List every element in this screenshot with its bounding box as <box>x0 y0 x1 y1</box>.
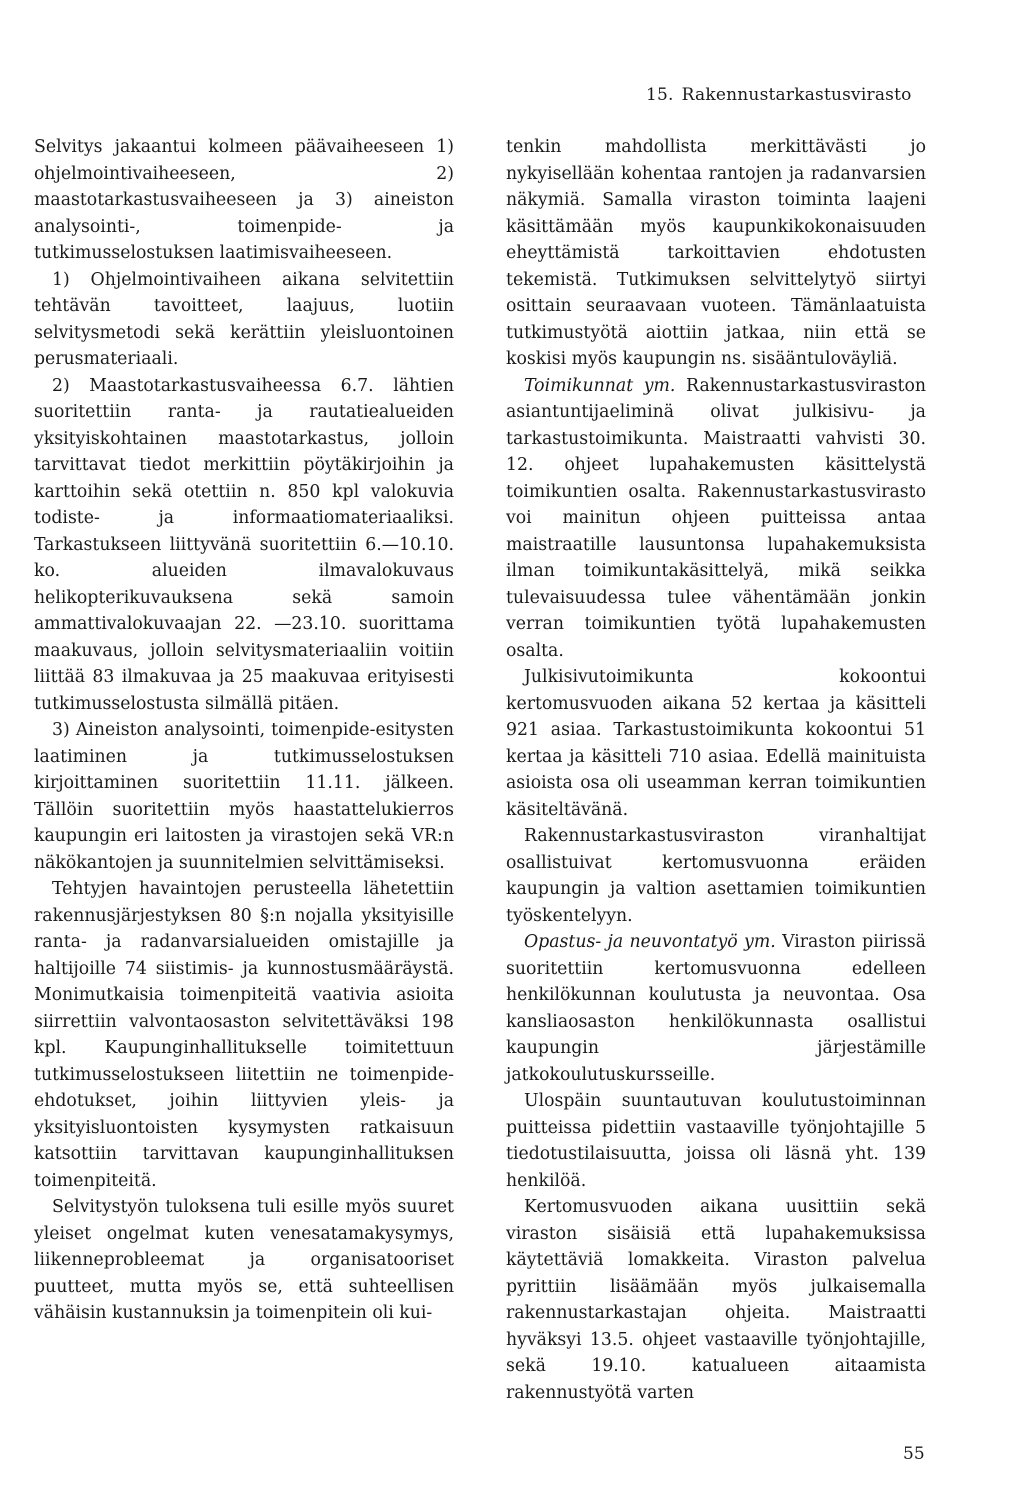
section-heading: Opastus- ja neuvontatyö ym. <box>524 932 776 952</box>
paragraph: 2) Maastotarkastusvaiheessa 6.7. lähtien suoritettiin ranta- ja rautatiealueiden yksityiskohtainen maastotarkastus, jolloin tarvittavat tiedot merkittiin pöytäkirjoihin ja karttoihin sekä otettiin n. 850 kpl valokuvia todiste- ja informaatiomateriaaliksi. Tarkastukseen liittyvänä suoritettiin 6.—10.10. ko. alueiden ilmavalokuvaus helikopterikuvauksena sekä samoin ammattivalokuvaajan 22. —23.10. suorittama maakuvaus, jolloin selvitysmateriaaliin voitiin liittää 83 ilmakuvaa ja 25 maakuvaa erityisesti tutkimusselostusta silmällä pitäen. <box>34 375 454 714</box>
page-number: 55 <box>903 1444 925 1464</box>
paragraph: Julkisivutoimikunta kokoontui kertomusvuoden aikana 52 kertaa ja käsitteli 921 asiaa. Tarkastustoimikunta kokoontui 51 kertaa ja käsitteli 710 asiaa. Edellä mainituista asioista osa oli useamman kerran toimikuntien käsiteltävänä. <box>506 667 926 820</box>
chapter-number: 15. <box>646 85 674 105</box>
chapter-title: Rakennustarkastusvirasto <box>681 85 912 105</box>
left-column <box>34 134 454 1327</box>
right-column <box>506 134 926 1406</box>
running-header <box>646 85 926 105</box>
paragraph-with-heading <box>506 373 926 665</box>
paragraph: Rakennustarkastusviraston viranhaltijat osallistuivat kertomusvuonna eräiden kaupungin ja valtion asettamien toimikuntien työskentelyyn. <box>506 826 926 926</box>
paragraph-with-heading <box>506 929 926 1088</box>
paragraph: Kertomusvuoden aikana uusittiin sekä viraston sisäisiä että lupahakemuksissa käytettäviä lomakkeita. Viraston palvelua pyrittiin lisäämään myös julkaisemalla rakennustarkastajan ohjeita. Maistraatti hyväksyi 13.5. ohjeet vastaaville työnjohtajille, sekä 19.10. katualueen aitaamista rakennustyötä varten <box>506 1197 926 1403</box>
paragraph: Ulospäin suuntautuvan koulutustoiminnan puitteissa pidettiin vastaaville työnjohtajille 5 tiedotustilaisuutta, joissa oli läsnä yht. 139 henkilöä. <box>506 1091 926 1191</box>
paragraph: Tehtyjen havaintojen perusteella lähetettiin rakennusjärjestyksen 80 §:n nojalla yksityisille ranta- ja radanvarsialueiden omistajille ja haltijoille 74 siistimis- ja kunnostusmääräystä. Monimutkaisia toimenpiteitä vaativia asioita siirrettiin valvontaosaston selvitettäväksi 198 kpl. Kaupunginhallitukselle toimitettuun tutkimusselostukseen liitettiin ne toimenpide-ehdotukset, joihin liittyvien yleis- ja yksityisluontoisten kysymysten ratkaisuun katsottiin tarvittavan kaupunginhallituksen toimenpiteitä. <box>34 879 454 1191</box>
section-heading: Toimikunnat ym. <box>524 375 676 396</box>
paragraph: 3) Aineiston analysointi, toimenpide-esitysten laatiminen ja tutkimusselostuksen kirjoittaminen suoritettiin 11.11. jälkeen. Tällöin suoritettiin myös haastattelukierros kaupungin eri laitosten ja virastojen sekä VR:n näkökantojen ja suunnitelmien selvittämiseksi. <box>34 720 454 873</box>
paragraph-text: Viraston piirissä suoritettiin kertomusvuonna edelleen henkilökunnan koulutusta ja neuvontaa. Osa kansliaosaston henkilökunnasta osallistui kaupungin järjestämille jatkokoulutuskursseille. <box>506 932 926 1085</box>
paragraph: tenkin mahdollista merkittävästi jo nykyisellään kohentaa rantojen ja radanvarsien näkymiä. Samalla viraston toiminta laajeni käsittämään myös kaupunkikokonaisuuden eheyttämistä tarkoittavien ehdotusten tekemistä. Tutkimuksen selvittelytyö siirtyi osittain seuraavaan vuoteen. Tämänlaatuista tutkimustyötä aiottiin jatkaa, niin että se koskisi myös kaupungin ns. sisääntuloväyliä. <box>506 137 926 369</box>
paragraph: Selvitys jakaantui kolmeen päävaiheeseen 1) ohjelmointivaiheeseen, 2) maastotarkastusvaiheeseen ja 3) aineiston analysointi-, toimenpide- ja tutkimusselostuksen laatimisvaiheeseen. <box>34 137 454 263</box>
paragraph: 1) Ohjelmointivaiheen aikana selvitettiin tehtävän tavoitteet, laajuus, luotiin selvitysmetodi sekä kerättiin yleisluontoinen perusmateriaali. <box>34 269 454 369</box>
paragraph: Selvitystyön tuloksena tuli esille myös suuret yleiset ongelmat kuten venesatamakysymys, liikenneprobleemat ja organisatooriset puutteet, mutta myös se, että suhteellisen vähäisin kustannuksin ja toimenpitein oli kui- <box>34 1197 454 1323</box>
paragraph-text: Rakennustarkastusviraston asiantuntijaeliminä olivat julkisivu- ja tarkastustoimikunta. Maistraatti vahvisti 30. 12. ohjeet lupahakemusten käsittelystä toimikuntien osalta. Rakennustarkastusvirasto voi mainitun ohjeen puitteissa antaa maistraatille lausuntonsa lupahakemuksista ilman toimikuntakäsittelyä, mikä seikka tulevaisuudessa tulee vähentämään jonkin verran toimikuntien työtä lupahakemusten osalta. <box>506 375 926 661</box>
